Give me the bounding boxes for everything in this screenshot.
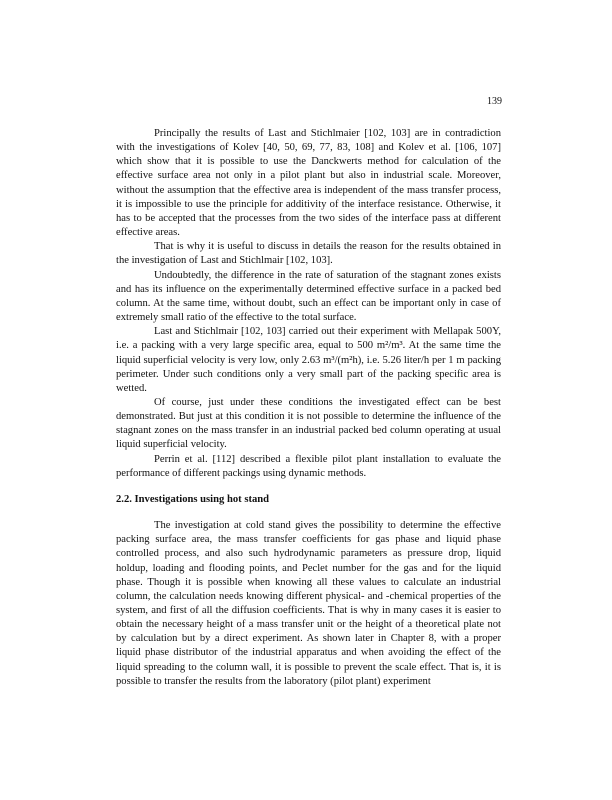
paragraph: Perrin et al. [112] described a flexible pilot plant installation to evaluate the performance of different packings using dynamic methods. (116, 453, 501, 479)
body-text (116, 127, 501, 689)
paragraph: Principally the results of Last and Stichlmaier [102, 103] are in contradiction with the investigations of Kolev [40, 50, 69, 77, 83, 108] and Kolev et al. [106, 107] which show that it is possible to use the Danckwerts method for calculation of the effective surface area not only in a pilot plant but also in industrial scale. Moreover, without the assumption that the effective area is independent of the mass transfer process, it is impossible to use the principle for additivity of the interface resistance. Otherwise, it has to be accepted that the processes from the two sides of the interface pass at different effective areas. (116, 128, 501, 239)
paragraph: Undoubtedly, the difference in the rate of saturation of the stagnant zones exists and has its influence on the experimentally determined effective surface in a packed bed column. At the same time, without doubt, such an effect can be important only in case of extremely small ratio of the effective to the total surface. (116, 269, 501, 324)
paragraph: Of course, just under these conditions the investigated effect can be best demonstrated. But just at this condition it is not possible to determine the influence of the stagnant zones on the mass transfer in an industrial packed bed column operating at usual liquid superficial velocity. (116, 396, 501, 451)
paragraph: That is why it is useful to discuss in details the reason for the results obtained in the investigation of Last and Stichlmair [102, 103]. (116, 241, 501, 267)
paragraph: Last and Stichlmair [102, 103] carried out their experiment with Mellapak 500Y, i.e. a packing with a very large specific area, equal to 500 m²/m³. At the same time the liquid superficial velocity is very low, only 2.63 m³/(m²h), i.e. 5.26 liter/h per 1 m packing perimeter. Under such conditions only a very small part of the packing specific area is wetted. (116, 326, 501, 394)
section-heading: 2.2. Investigations using hot stand (116, 493, 270, 505)
page-number: 139 (487, 96, 502, 107)
paragraph: The investigation at cold stand gives the possibility to determine the effective packing surface area, the mass transfer coefficients for gas phase and liquid phase controlled process, and also such hydrodynamic parameters as pressure drop, liquid holdup, loading and flooding points, and Peclet number for the gas and for the liquid phase. Though it is possible when knowing all these values to calculate an industrial column, the calculation needs knowing different physical- and -chemical properties of the system, and first of all the diffusion coefficients. That is why in many cases it is easier to obtain the necessary height of a mass transfer unit or the height of a theoretical plate not by calculation but by a direct experiment. As shown later in Chapter 8, with a proper liquid phase distributor of the industrial apparatus and when avoiding the effect of the liquid spreading to the column wall, it is possible to prevent the scale effect. That is, it is possible to transfer the results from the laboratory (pilot plant) experiment (116, 520, 501, 687)
